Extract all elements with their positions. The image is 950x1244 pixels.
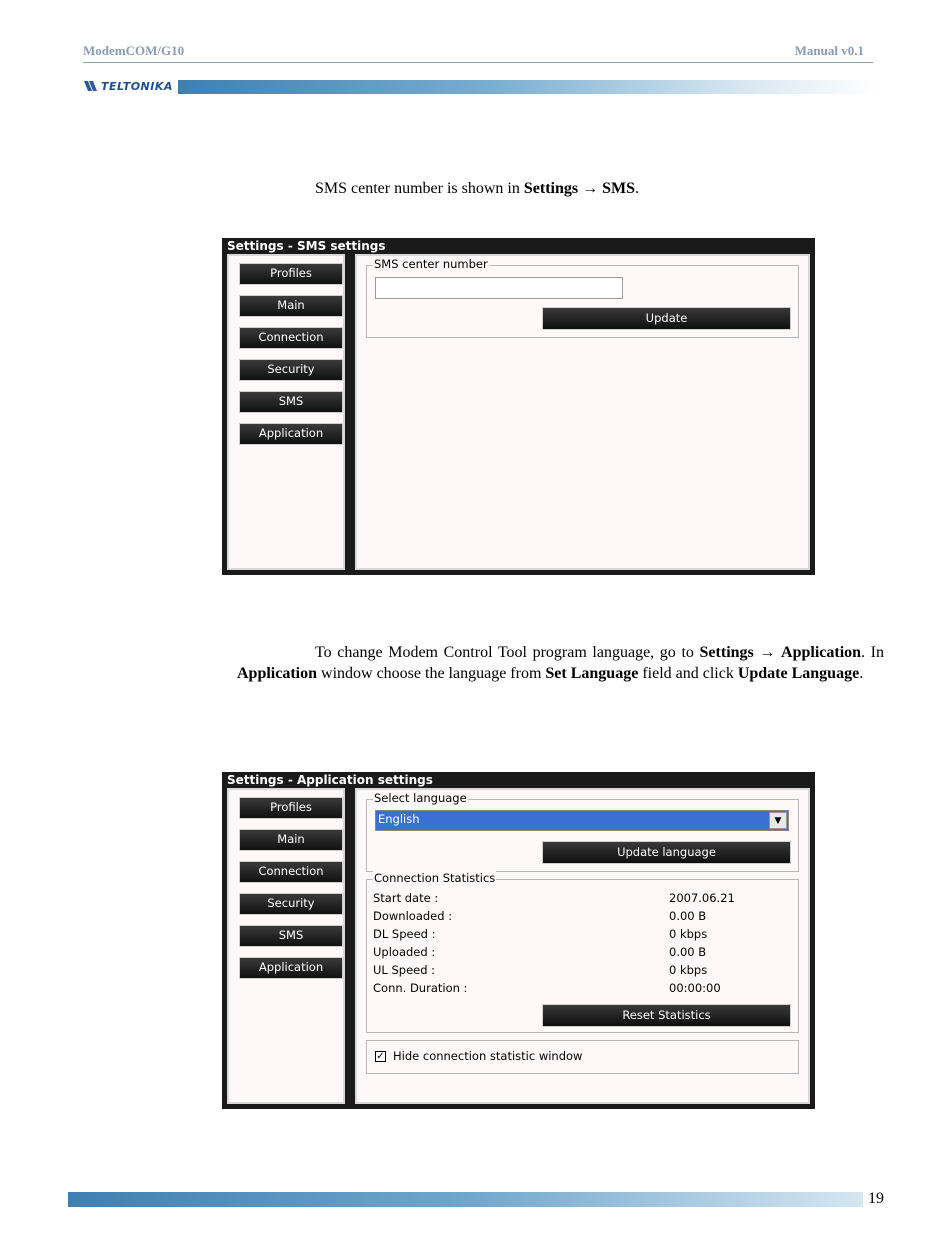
nav-security-button[interactable]: Security: [239, 893, 343, 915]
sms-settings-window: [222, 238, 815, 575]
text-bold: Set Language: [545, 664, 639, 682]
footer-gradient-bar: [68, 1192, 863, 1207]
stat-label: Start date :: [373, 891, 439, 905]
nav-application-button[interactable]: Application: [239, 423, 343, 445]
text-bold: Application: [781, 644, 862, 661]
window-title: Settings - SMS settings: [227, 239, 386, 253]
nav-profiles-button[interactable]: Profiles: [239, 263, 343, 285]
nav-main-button[interactable]: Main: [239, 295, 343, 317]
stat-value: 0 kbps: [669, 927, 708, 941]
hide-statistics-checkbox[interactable]: ✓: [376, 1051, 385, 1062]
nav-sms-button[interactable]: SMS: [239, 925, 343, 947]
text-bold: Update Language: [737, 664, 860, 682]
stat-value: 2007.06.21: [669, 891, 735, 905]
text: . In: [861, 644, 885, 661]
hide-statistics-group: [366, 1040, 799, 1074]
nav-panel: [227, 254, 345, 570]
nav-sms-button[interactable]: SMS: [239, 391, 343, 413]
text: SMS center number is shown in: [315, 180, 524, 197]
connection-statistics-group: [366, 871, 799, 1033]
select-language-group: [366, 791, 799, 872]
text: To change Modem Control Tool program language, go to: [315, 644, 700, 661]
sms-paragraph: [315, 180, 639, 198]
stat-value: 00:00:00: [669, 981, 721, 995]
header-gradient-bar: [178, 80, 878, 94]
stat-label: DL Speed :: [373, 927, 436, 941]
stat-value: 0 kbps: [669, 963, 708, 977]
nav-application-button[interactable]: Application: [239, 957, 343, 979]
nav-security-button[interactable]: Security: [239, 359, 343, 381]
language-paragraph: [237, 643, 884, 684]
logo-text: TELTONIKA: [101, 79, 173, 93]
sms-center-group: [366, 257, 799, 338]
page-number: 19: [868, 1190, 884, 1207]
group-label: Connection Statistics: [374, 871, 496, 885]
text-bold: Application: [237, 664, 318, 682]
text-bold: SMS: [602, 180, 636, 197]
stat-value: 0.00 B: [669, 909, 707, 923]
nav-main-button[interactable]: Main: [239, 829, 343, 851]
dropdown-arrow-icon[interactable]: ▼: [769, 812, 787, 829]
document-name: ModemCOM/G10: [83, 43, 185, 58]
selected-language: English: [378, 812, 420, 826]
teltonika-logo-icon: [83, 79, 99, 93]
nav-connection-button[interactable]: Connection: [239, 327, 343, 349]
company-logo: [83, 76, 173, 96]
update-language-button[interactable]: Update language: [542, 841, 791, 864]
nav-panel: [227, 788, 345, 1104]
group-label: Select language: [374, 791, 467, 805]
text: field and click: [638, 664, 738, 682]
text: window choose the language from: [317, 664, 546, 682]
text: .: [859, 664, 864, 682]
arrow: →: [578, 180, 603, 197]
stat-label: Uploaded :: [373, 945, 436, 959]
text: .: [635, 180, 640, 197]
text-bold: Settings →: [699, 644, 776, 661]
language-select[interactable]: [375, 810, 789, 831]
stat-value: 0.00 B: [669, 945, 707, 959]
stat-label: UL Speed :: [373, 963, 436, 977]
sms-center-input[interactable]: [375, 277, 623, 299]
stat-label: Downloaded :: [373, 909, 453, 923]
stat-label: Conn. Duration :: [373, 981, 468, 995]
reset-statistics-button[interactable]: Reset Statistics: [542, 1004, 791, 1027]
nav-profiles-button[interactable]: Profiles: [239, 797, 343, 819]
content-panel: [355, 788, 810, 1104]
content-panel: [355, 254, 810, 570]
text-bold: Settings: [523, 180, 579, 197]
nav-connection-button[interactable]: Connection: [239, 861, 343, 883]
manual-version: Manual v0.1: [794, 43, 864, 58]
checkbox-label: Hide connection statistic window: [393, 1049, 583, 1063]
application-settings-window: [222, 772, 815, 1109]
group-label: SMS center number: [374, 257, 488, 271]
header-rule: [83, 62, 873, 63]
window-title: Settings - Application settings: [227, 773, 433, 787]
update-button[interactable]: Update: [542, 307, 791, 330]
